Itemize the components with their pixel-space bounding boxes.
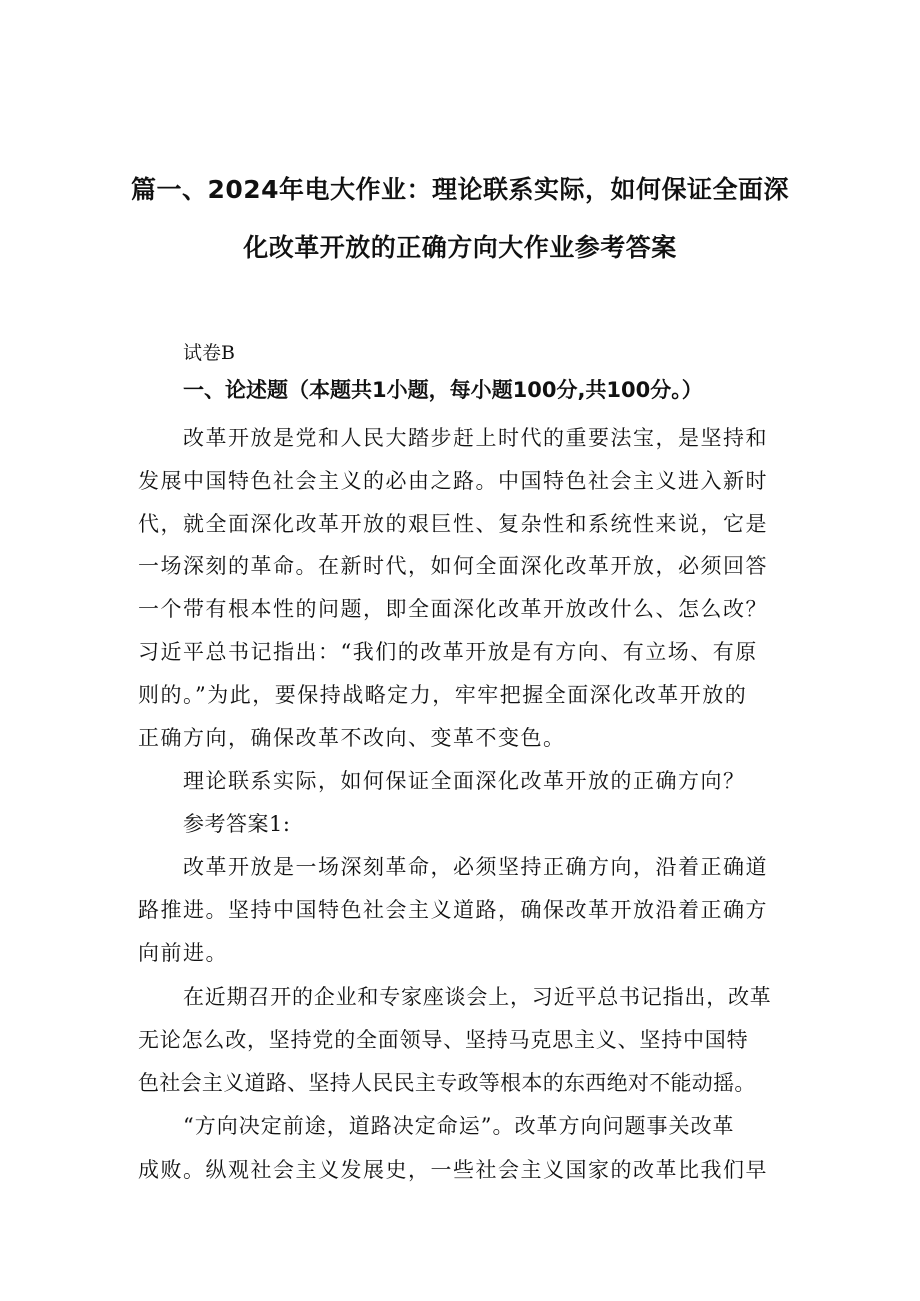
paper-label: 试卷B: [183, 342, 235, 364]
document-title-line-2: 化改革开放的正确方向大作业参考答案: [243, 233, 677, 262]
body-line: 代，就全面深化改革开放的艰巨性、复杂性和系统性来说，它是: [138, 512, 768, 536]
answer-label: 参考答案1:: [183, 812, 291, 836]
body-line: 无论怎么改，坚持党的全面领导、坚持马克思主义、坚持中国特: [138, 1028, 749, 1052]
document-title-line-1: 篇一、2024年电大作业：理论联系实际，如何保证全面深: [130, 175, 790, 204]
body-line: 习近平总书记指出：“我们的改革开放是有方向、有立场、有原: [138, 640, 758, 664]
body-line: 一场深刻的革命。在新时代，如何全面深化改革开放，必须回答: [138, 554, 768, 578]
body-line: 路推进。坚持中国特色社会主义道路，确保改革开放沿着正确方: [138, 898, 768, 922]
body-line: 成败。纵观社会主义发展史，一些社会主义国家的改革比我们早: [138, 1158, 768, 1182]
body-line: 则的。”为此，要保持战略定力，牢牢把握全面深化改革开放的: [138, 683, 748, 707]
body-line: “方向决定前途，道路决定命运”。改革方向问题事关改革: [183, 1114, 735, 1138]
section-heading: 一、论述题（本题共1小题，每小题100分,共100分。）: [183, 378, 703, 402]
body-line: 色社会主义道路、坚持人民民主专政等根本的东西绝对不能动摇。: [138, 1071, 756, 1095]
body-line: 在近期召开的企业和专家座谈会上，习近平总书记指出，改革: [183, 985, 772, 1009]
body-line: 发展中国特色社会主义的必由之路。中国特色社会主义进入新时: [138, 469, 768, 493]
body-line: 改革开放是党和人民大踏步赶上时代的重要法宝，是坚持和: [183, 426, 768, 450]
body-line: 一个带有根本性的问题，即全面深化改革开放改什么、怎么改？: [138, 597, 768, 621]
body-line: 向前进。: [138, 941, 228, 965]
body-line: 正确方向，确保改革不改向、变革不变色。: [138, 726, 566, 750]
body-line: 理论联系实际，如何保证全面深化改革开放的正确方向？: [183, 769, 746, 793]
body-line: 改革开放是一场深刻革命，必须坚持正确方向，沿着正确道: [183, 855, 768, 879]
